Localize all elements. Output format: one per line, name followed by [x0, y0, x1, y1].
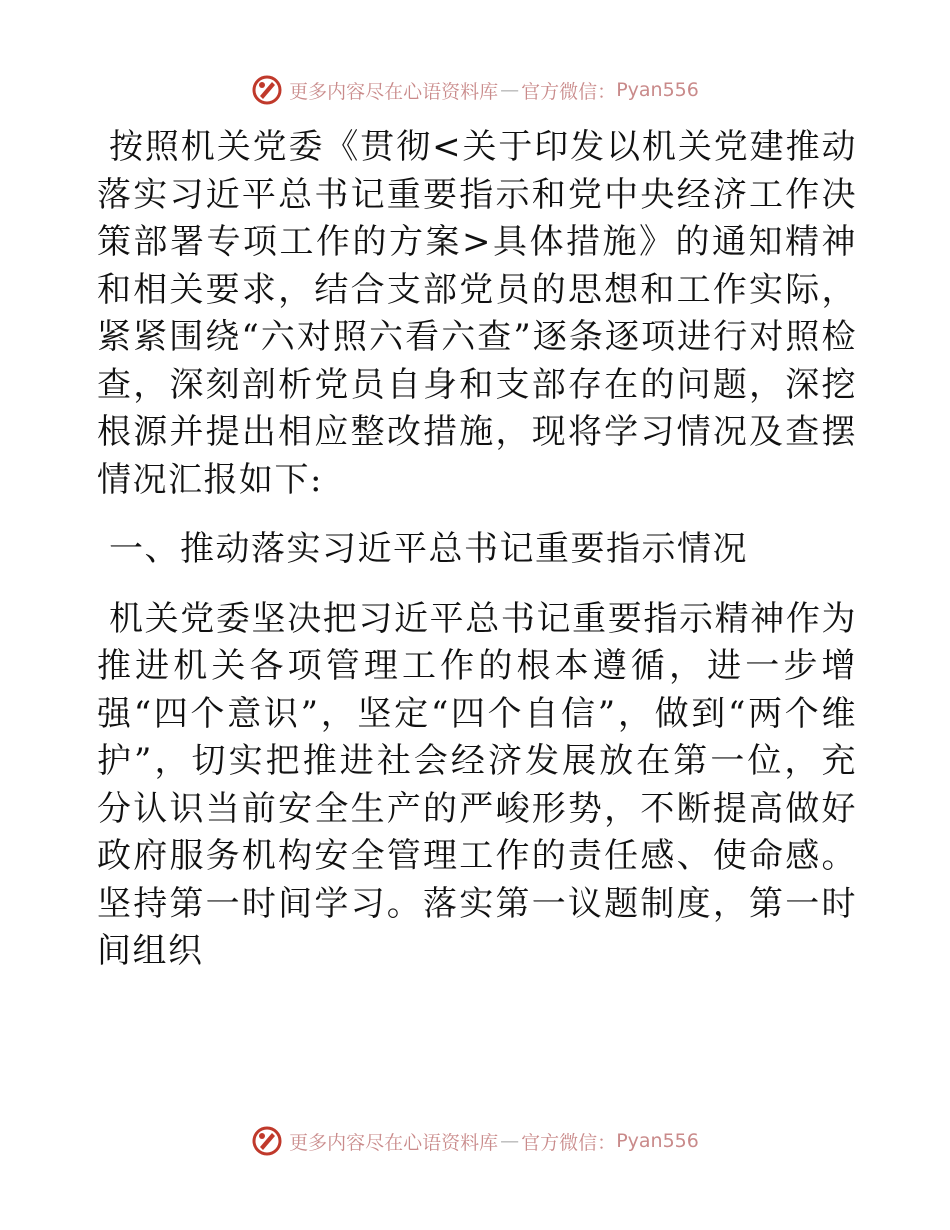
watermark-official: 官方微信： — [521, 1131, 617, 1154]
watermark-dash: — — [500, 79, 520, 101]
watermark-text: 更多内容尽在心语资料库 — [289, 80, 499, 103]
document-body — [97, 124, 857, 976]
watermark-dash: — — [500, 1130, 520, 1152]
footer-watermark — [0, 1121, 950, 1161]
logo-icon — [251, 74, 283, 106]
watermark-id: Pyan556 — [616, 1130, 699, 1152]
watermark-id: Pyan556 — [616, 79, 699, 101]
logo-icon — [251, 1125, 283, 1157]
watermark-official: 官方微信： — [521, 80, 617, 103]
header-watermark — [0, 70, 950, 110]
watermark-text: 更多内容尽在心语资料库 — [289, 1131, 499, 1154]
paragraph-intro: 按照机关党委《贯彻<关于印发以机关党建推动落实习近平总书记重要指示和党中央经济工作决策部署专项工作的方案>具体措施》的通知精神和相关要求，结合支部党员的思想和工作实际，紧紧围绕“六对照六看六查”逐条逐项进行对照检查，深刻剖析党员自身和支部存在的问题，深挖根源并提出相应整改措施，现将学习情况及查摆情况汇报如下: — [97, 127, 857, 500]
section-heading: 一、推动落实习近平总书记重要指示情况 — [109, 529, 748, 569]
paragraph-body: 机关党委坚决把习近平总书记重要指示精神作为推进机关各项管理工作的根本遵循，进一步增强“四个意识”，坚定“四个自信”，做到“两个维护”，切实把推进社会经济发展放在第一位，充分认识当前安全生产的严峻形势，不断提高做好政府服务机构安全管理工作的责任感、使命感。坚持第一时间学习。落实第一议题制度，第一时间组织 — [97, 598, 857, 971]
